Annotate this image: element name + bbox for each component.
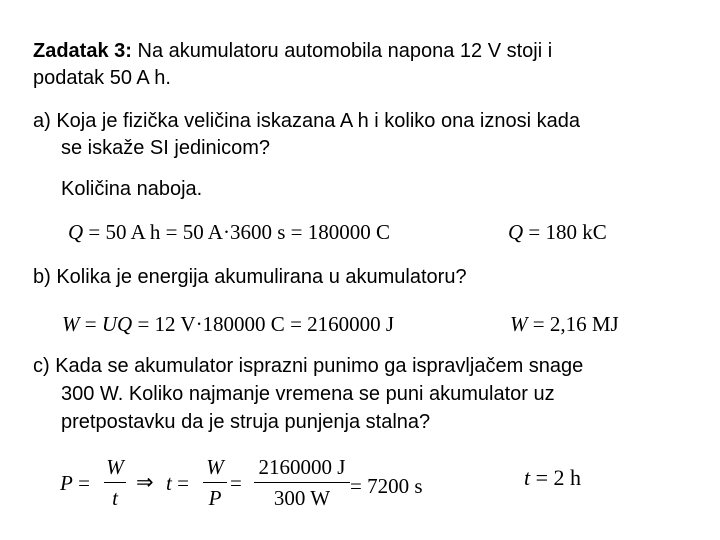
answer-a: Količina naboja.: [61, 178, 203, 200]
question-c-line3: pretpostavku da je struja punjenja stalna?: [61, 411, 431, 433]
eq-b-var: W: [62, 312, 80, 336]
eq-c-eq3: =: [230, 471, 242, 495]
frac1-bar: [104, 482, 126, 483]
fraction-w-over-t: [104, 455, 126, 510]
eq-a-var: Q: [68, 220, 84, 244]
frac1-num: W: [106, 455, 124, 479]
eq-c-p-lhs: [60, 471, 90, 495]
eq-c-result: = 7200 s: [350, 474, 423, 498]
eq-c-eq1: =: [72, 471, 90, 495]
frac3-bar: [254, 482, 350, 483]
eq-a-result-var: Q: [508, 220, 524, 244]
question-a-line1: a) Koja je fizička veličina iskazana A h i koliko ona iznosi kada: [33, 110, 580, 132]
frac2-den: P: [208, 486, 222, 510]
eq-b-p2: = 12 V·180000 C = 2160000 J: [132, 312, 395, 336]
eq-c-t-lhs: [166, 471, 189, 495]
eq-a-p3: = 180000 C: [290, 220, 390, 244]
frac3-den: 300 W: [273, 486, 331, 510]
task-title: Zadatak 3:: [33, 40, 132, 62]
task-header: [33, 38, 552, 64]
frac2-num: W: [206, 455, 224, 479]
eq-c-p-var: P: [60, 471, 73, 495]
equation-c-result: [524, 466, 581, 490]
eq-b-p1: =: [79, 312, 102, 336]
eq-c-result-rest: = 2 h: [530, 465, 582, 490]
equation-a-main: [68, 220, 390, 244]
fraction-w-over-p: [203, 455, 227, 510]
frac3-num: 2160000 J: [258, 455, 346, 479]
eq-c-t-var: t: [166, 471, 172, 495]
eq-a-result-rest: = 180 kC: [523, 220, 607, 244]
implies-arrow-icon: ⇒: [136, 470, 154, 494]
eq-c-result-var: t: [524, 465, 531, 490]
eq-b-var2: UQ: [101, 312, 133, 336]
eq-a-p2: = 50 A·3600 s: [165, 220, 291, 244]
question-a-line2: se iskaže SI jedinicom?: [61, 137, 270, 159]
equation-b-main: [62, 312, 394, 336]
equation-b-result: [510, 312, 619, 336]
fraction-energy-over-power: [254, 455, 350, 510]
eq-c-eq2: =: [171, 471, 189, 495]
frac1-den: t: [112, 486, 118, 510]
task-intro-line1: Na akumulatoru automobila napona 12 V stoji i: [131, 40, 553, 62]
frac2-bar: [203, 482, 227, 483]
eq-b-result-var: W: [510, 312, 528, 336]
eq-a-p1: = 50 A h: [83, 220, 166, 244]
equation-a-result: [508, 220, 607, 244]
question-c-line1: c) Kada se akumulator isprazni punimo ga ispravljačem snage: [33, 355, 584, 377]
task-intro-line2: podatak 50 A h.: [33, 67, 171, 89]
eq-b-result-rest: = 2,16 MJ: [527, 312, 619, 336]
question-b: b) Kolika je energija akumulirana u akumulatoru?: [33, 266, 467, 288]
question-c-line2: 300 W. Koliko najmanje vremena se puni akumulator uz: [61, 383, 555, 405]
